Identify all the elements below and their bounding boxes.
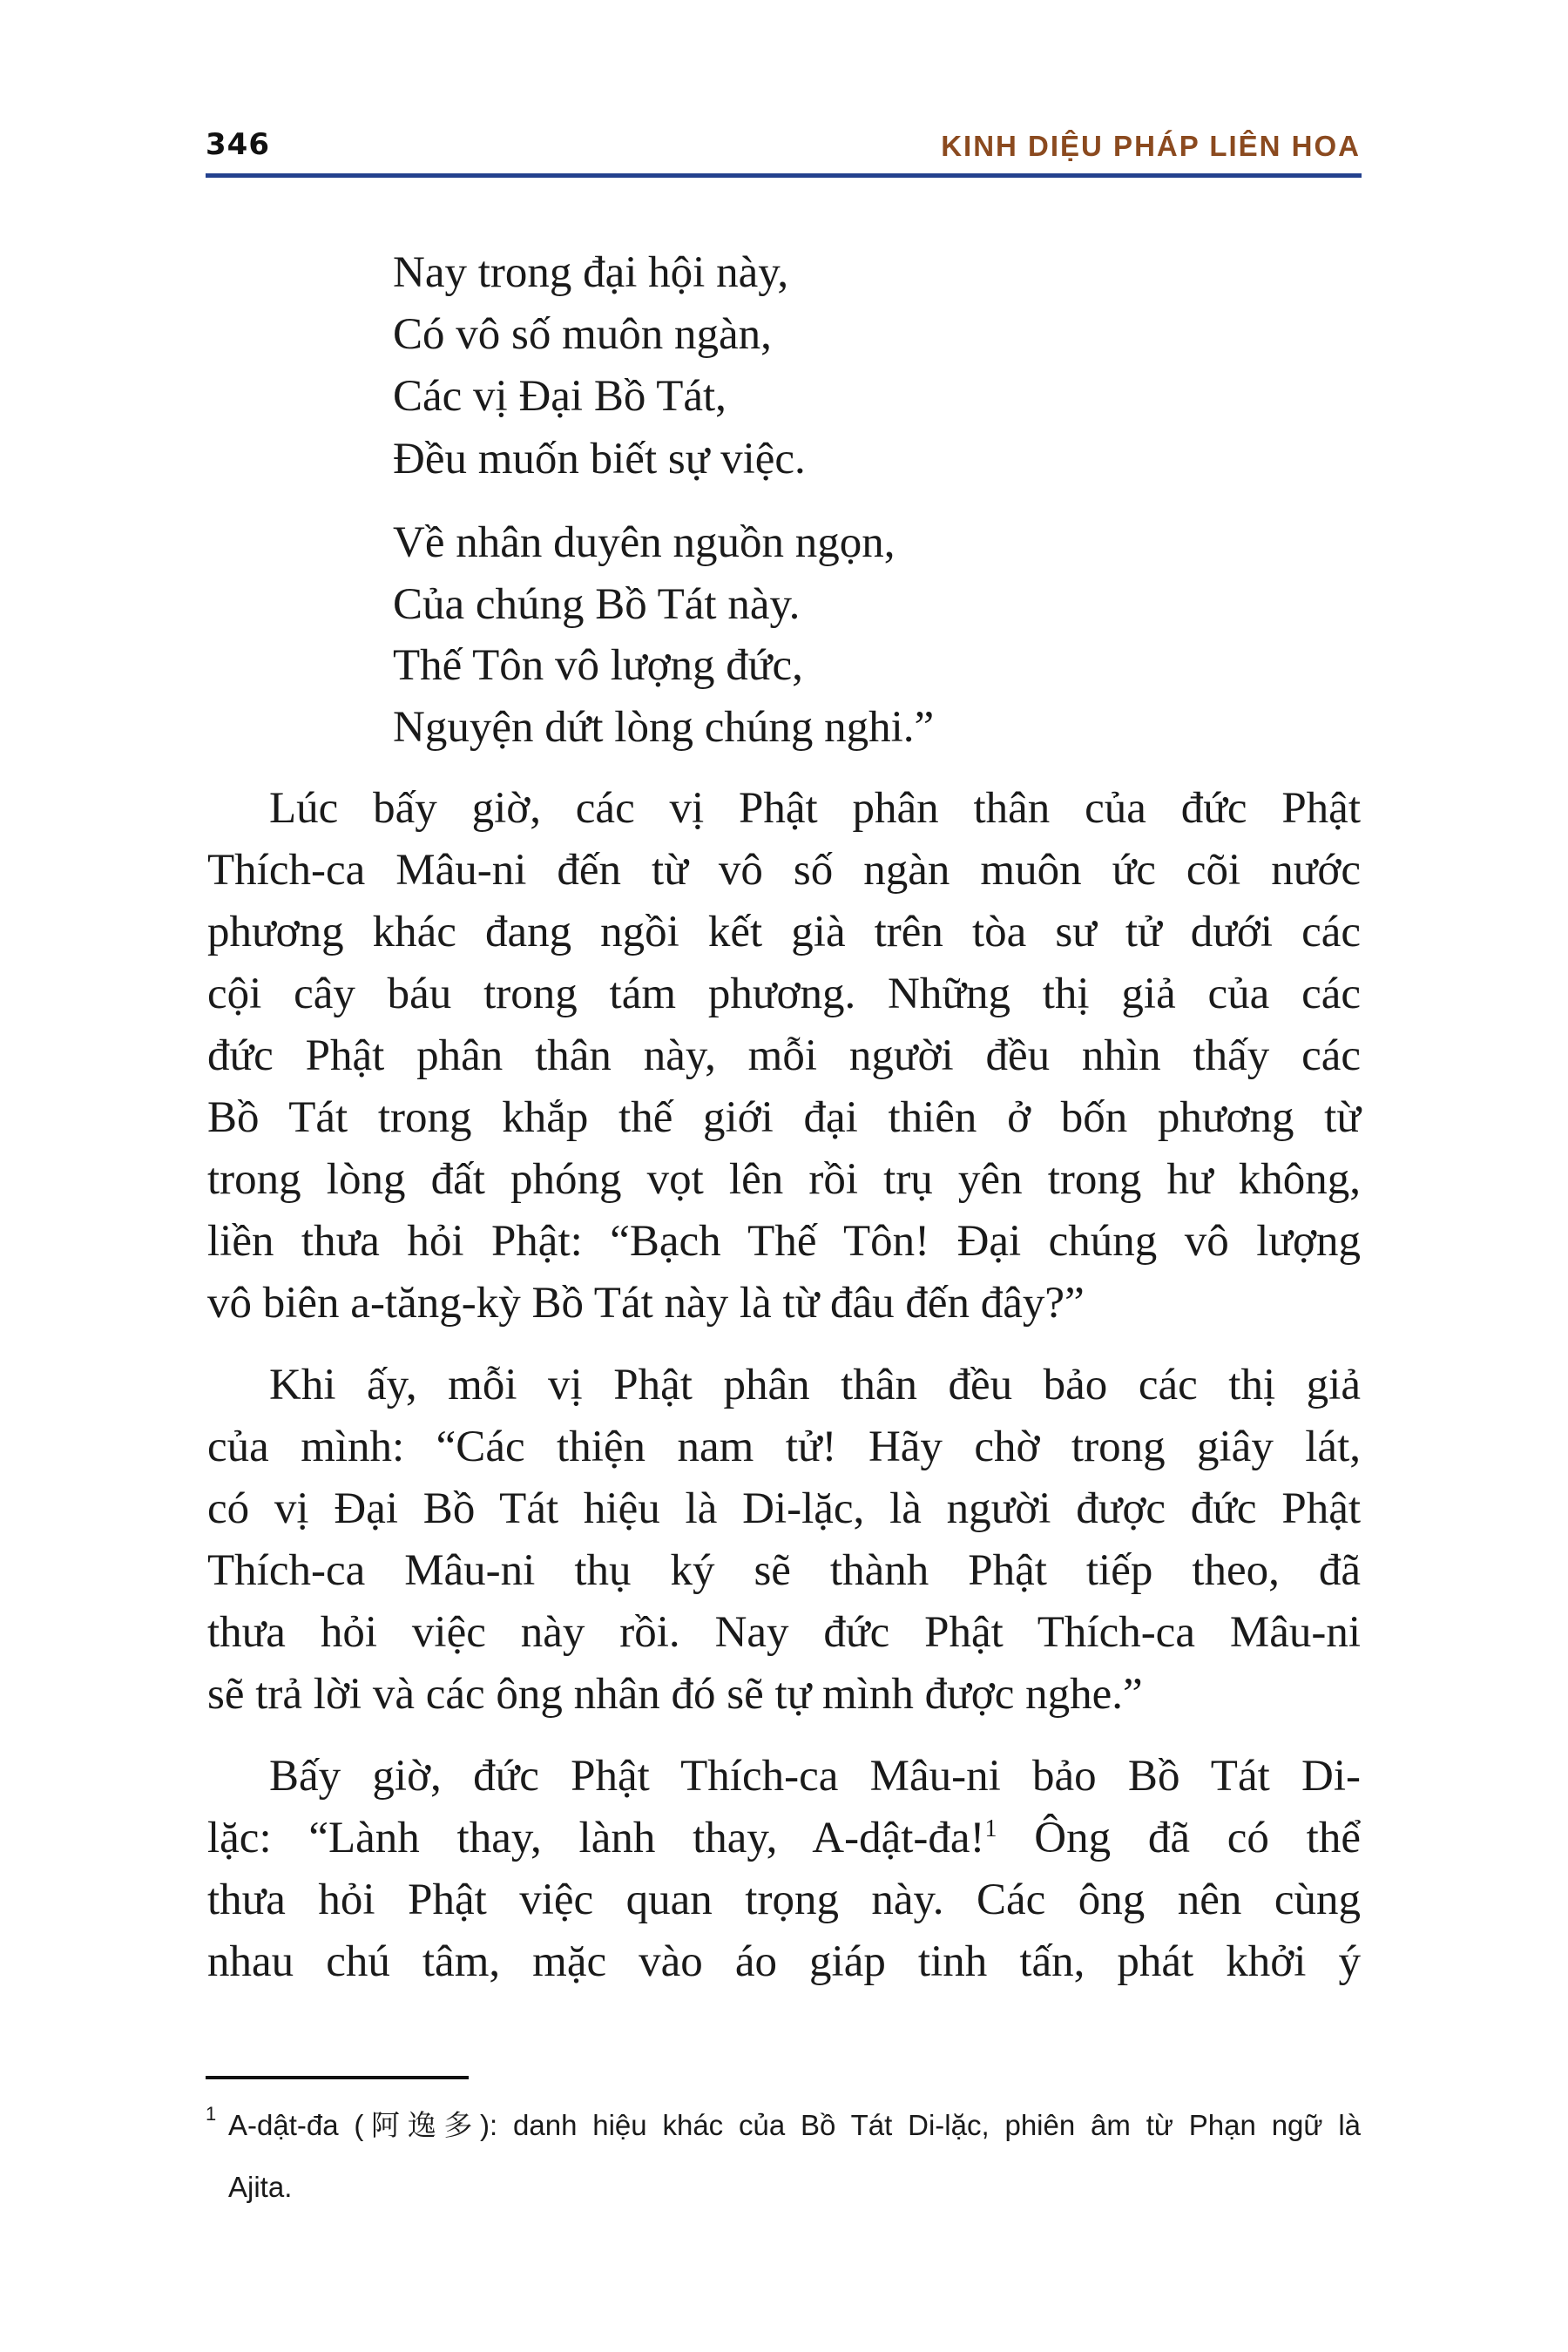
footnote-reference[interactable]: 1 [984,1815,997,1842]
paragraph-line [207,1812,1361,1864]
paragraph-line: Bồ Tát trong khắp thế giới đại thiên ở bốn phương từ [207,1093,1361,1142]
verse-line: Của chúng Bồ Tát này. [393,580,801,629]
footnote-line: Ajita. [228,2171,293,2203]
verse-line: Nguyện dứt lòng chúng nghi.” [393,703,935,752]
paragraph-line: thưa hỏi Phật việc quan trọng này. Các ông nên cùng [207,1876,1361,1924]
paragraph-line: của mình: “Các thiện nam tử! Hãy chờ trong giây lát, [207,1423,1361,1471]
paragraph-line: Khi ấy, mỗi vị Phật phân thân đều bảo các thị giả [269,1361,1361,1409]
paragraph-line: đức Phật phân thân này, mỗi người đều nhìn thấy các [207,1031,1361,1080]
paragraph-line: liền thưa hỏi Phật: “Bạch Thế Tôn! Đại chúng vô lượng [207,1217,1361,1266]
footnote-rule [206,2076,469,2079]
page-number: 346 [206,127,270,162]
verse-line: Đều muốn biết sự việc. [393,435,806,483]
verse-line: Về nhân duyên nguồn ngọn, [393,518,896,567]
paragraph-line: vô biên a-tăng-kỳ Bồ Tát này là từ đâu đến đây?” [207,1279,1085,1328]
footnote-line: A-dật-đa (阿逸多): danh hiệu khác của Bồ Tát Di-lặc, phiên âm từ Phạn ngữ là [228,2109,1361,2141]
verse-line: Nay trong đại hội này, [393,248,789,297]
verse-line: Có vô số muôn ngàn, [393,310,772,359]
paragraph-line: thưa hỏi việc này rồi. Nay đức Phật Thích-ca Mâu-ni [207,1608,1361,1657]
paragraph-line: trong lòng đất phóng vọt lên rồi trụ yên trong hư không, [207,1155,1361,1204]
paragraph-line: có vị Đại Bồ Tát hiệu là Di-lặc, là người được đức Phật [207,1484,1361,1533]
paragraph-line: phương khác đang ngồi kết già trên tòa sư tử dưới các [207,908,1361,956]
paragraph-text: Ông đã có thể [997,1814,1361,1862]
paragraph-line: Bấy giờ, đức Phật Thích-ca Mâu-ni bảo Bồ Tát Di- [269,1752,1361,1801]
paragraph-line: Thích-ca Mâu-ni đến từ vô số ngàn muôn ức cõi nước [207,846,1361,895]
running-title: KINH DIỆU PHÁP LIÊN HOA [941,130,1361,162]
paragraph-line: cội cây báu trong tám phương. Những thị giả của các [207,970,1361,1018]
header-rule [206,173,1362,178]
footnote-number: 1 [206,2103,217,2125]
verse-line: Các vị Đại Bồ Tát, [393,372,727,421]
paragraph-line: sẽ trả lời và các ông nhân đó sẽ tự mình được nghe.” [207,1670,1143,1719]
verse-line: Thế Tôn vô lượng đức, [393,641,803,690]
paragraph-line: nhau chú tâm, mặc vào áo giáp tinh tấn, phát khởi ý [207,1937,1361,1986]
paragraph-line: Lúc bấy giờ, các vị Phật phân thân của đức Phật [269,784,1361,833]
paragraph-line: Thích-ca Mâu-ni thụ ký sẽ thành Phật tiếp theo, đã [207,1546,1361,1595]
paragraph-text: lặc: “Lành thay, lành thay, A-dật-đa! [207,1814,985,1862]
